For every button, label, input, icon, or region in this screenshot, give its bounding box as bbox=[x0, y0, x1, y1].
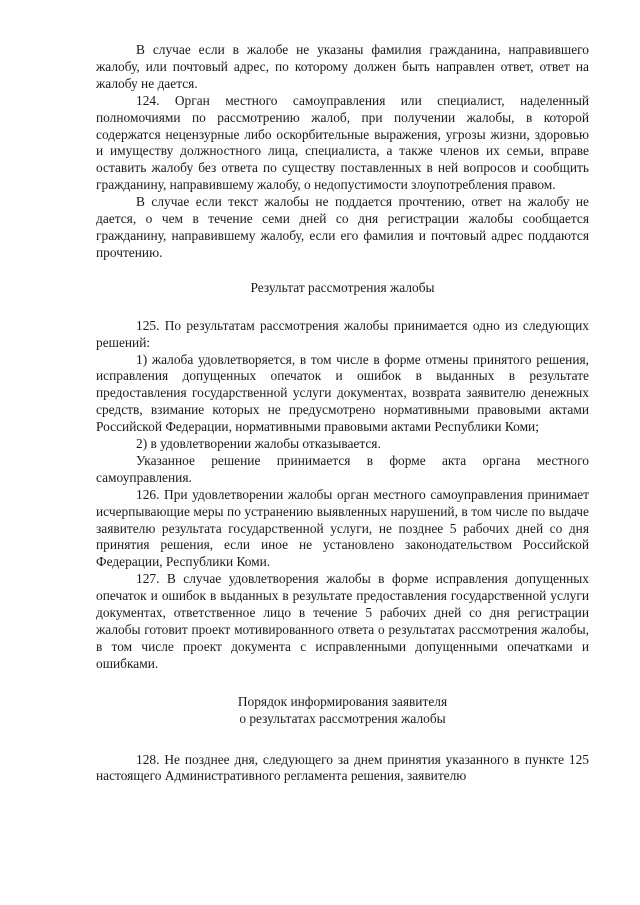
paragraph-127: 127. В случае удовлетворения жалобы в форме исправления допущенных опечаток и ошибок в выданных в результате предоставления государственной услуги документах, ответственное лицо в течение 5 рабочих дней со дня регистрации жалобы готовит проект мотивированного ответа о результатах рассмотрения жалобы, в том числе проект документа с исправленными допущенными опечатками и ошибками. bbox=[96, 571, 589, 671]
paragraph-decision-form: Указанное решение принимается в форме акта органа местного самоуправления. bbox=[96, 452, 589, 485]
list-item-2: 2) в удовлетворении жалобы отказывается. bbox=[136, 436, 381, 452]
paragraph-no-address: В случае если в жалобе не указаны фамилия гражданина, направившего жалобу, или почтовый адрес, по которому должен быть направлен ответ, ответ на жалобу не дается. bbox=[96, 42, 589, 91]
paragraph-128: 128. Не позднее дня, следующего за днем принятия указанного в пункте 125 настоящего Административного регламента решения, заявителю bbox=[96, 751, 589, 784]
paragraph-126: 126. При удовлетворении жалобы орган местного самоуправления принимает исчерпывающие меры по устранению выявленных нарушений, в том числе по выдаче заявителю результата государственной услуги, не позднее 5 рабочих дней со дня принятия решения, если иное не установлено законодательством Российской Федерации, Республики Коми. bbox=[96, 486, 589, 570]
section-heading-inform-line2: о результатах рассмотрения жалобы bbox=[239, 710, 446, 726]
paragraph-illegible: В случае если текст жалобы не поддается прочтению, ответ на жалобу не дается, о чем в течение семи дней со дня регистрации жалобы сообщается гражданину, направившему жалобу, если его фамилия и почтовый адрес поддаются прочтению. bbox=[96, 194, 589, 260]
section-heading-result: Результат рассмотрения жалобы bbox=[250, 279, 435, 295]
paragraph-125: 125. По результатам рассмотрения жалобы принимается одно из следующих решений: bbox=[96, 317, 589, 350]
paragraph-124: 124. Орган местного самоуправления или специалист, наделенный полномочиями по рассмотрению жалоб, при получении жалобы, в которой содержатся нецензурные либо оскорбительные выражения, угрозы жизни, здоровью и имуществу должностного лица, специалиста, а также членов их семьи, вправе оставить жалобу без ответа по существу поставленных в ней вопросов и сообщить гражданину, направившему жалобу, о недопустимости злоупотребления правом. bbox=[96, 92, 589, 193]
text-column bbox=[96, 42, 589, 785]
list-item-1: 1) жалоба удовлетворяется, в том числе в форме отмены принятого решения, исправления допущенных опечаток и ошибок в выданных в результате предоставления государственной услуги документах, возврата заявителю денежных средств, взимание которых не предусмотрено нормативными правовыми актами Российской Федерации, нормативными правовыми актами Республики Коми; bbox=[96, 351, 589, 435]
section-heading-inform-line1: Порядок информирования заявителя bbox=[237, 693, 448, 709]
